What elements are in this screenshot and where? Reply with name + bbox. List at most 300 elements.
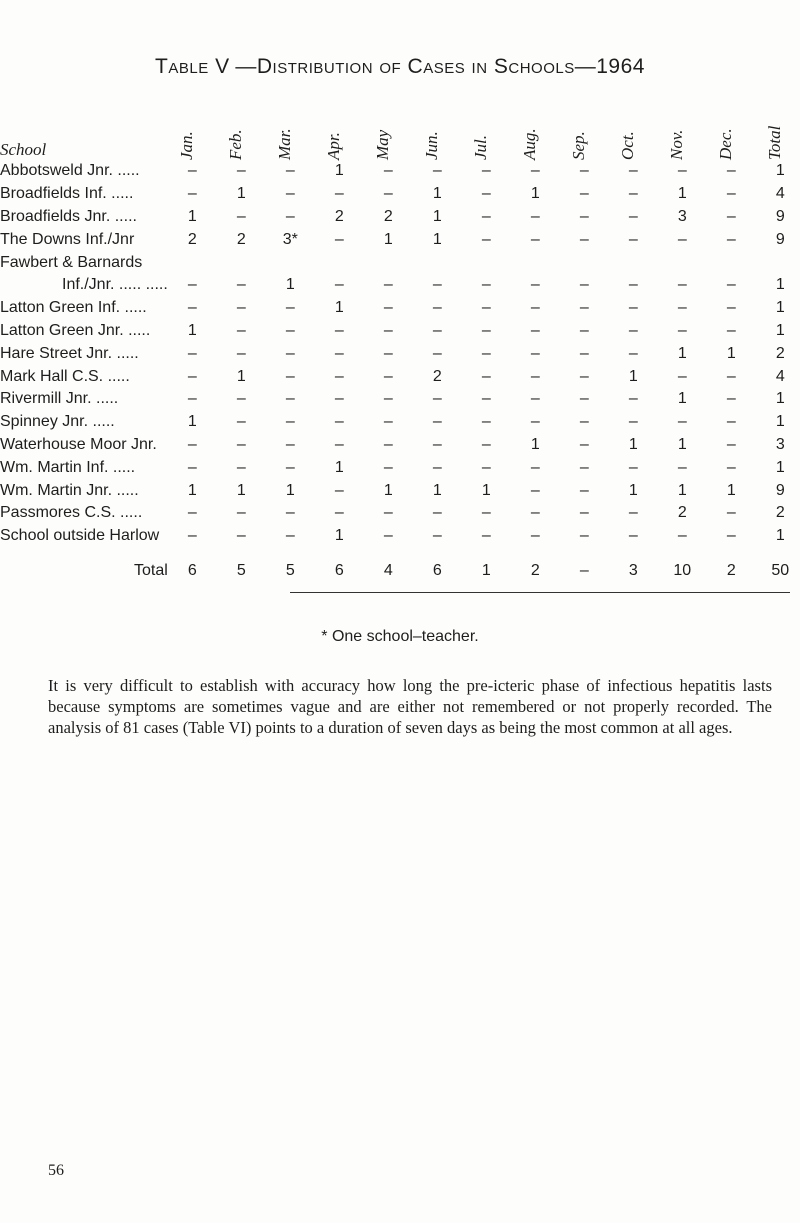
- total-label: Total: [134, 561, 168, 579]
- table-cell: –: [677, 527, 687, 545]
- table-cell: –: [285, 344, 295, 362]
- table-cell: –: [481, 321, 491, 339]
- school-name: Inf./Jnr. ..... .....: [62, 276, 168, 294]
- table-cell: [658, 251, 707, 274]
- month-column-header: [315, 90, 364, 160]
- table-cell: –: [530, 321, 540, 339]
- table-cell: –: [530, 481, 540, 499]
- table-row: [0, 183, 800, 206]
- table-cell: 2: [432, 367, 442, 385]
- table-cell: [413, 251, 462, 274]
- month-column-header: [168, 90, 217, 160]
- table-cell: –: [530, 276, 540, 294]
- table-cell: –: [187, 527, 197, 545]
- table-cell: 9: [775, 481, 785, 499]
- table-cell: 1: [775, 321, 785, 339]
- table-cell: –: [481, 162, 491, 180]
- table-cell: –: [236, 413, 246, 431]
- header-row: [0, 90, 800, 160]
- table-cell: 1: [187, 413, 197, 431]
- table-cell: –: [530, 367, 540, 385]
- total-cell: 6: [187, 561, 197, 579]
- table-cell: 1: [775, 527, 785, 545]
- table-cell: –: [579, 527, 589, 545]
- table-cell: –: [187, 504, 197, 522]
- table-cell: –: [236, 458, 246, 476]
- table-cell: –: [677, 367, 687, 385]
- school-name: Broadfields Jnr. .....: [0, 207, 137, 225]
- table-cell: 2: [187, 230, 197, 248]
- table-cell: –: [726, 435, 736, 453]
- table-cell: –: [530, 230, 540, 248]
- total-cell: 1: [481, 561, 491, 579]
- table-cell: –: [236, 435, 246, 453]
- table-cell: –: [285, 413, 295, 431]
- table-cell: 1: [726, 481, 736, 499]
- school-name: Latton Green Inf. .....: [0, 299, 147, 317]
- table-cell: –: [236, 527, 246, 545]
- table-cell: –: [726, 413, 736, 431]
- table-cell: –: [530, 458, 540, 476]
- school-name: Wm. Martin Jnr. .....: [0, 481, 139, 499]
- table-cell: –: [530, 413, 540, 431]
- table-cell: 1: [775, 390, 785, 408]
- table-cell: [364, 251, 413, 274]
- table-cell: 1: [285, 481, 295, 499]
- month-column-header: [217, 90, 266, 160]
- table-cell: –: [579, 299, 589, 317]
- table-cell: –: [579, 230, 589, 248]
- table-cell: –: [628, 162, 638, 180]
- month-header-label: Feb.: [225, 129, 245, 160]
- table-cell: –: [579, 413, 589, 431]
- table-cell: 1: [383, 481, 393, 499]
- school-name: Rivermill Jnr. .....: [0, 390, 119, 408]
- table-cell: –: [383, 367, 393, 385]
- table-cell: –: [481, 435, 491, 453]
- table-cell: 2: [383, 207, 393, 225]
- table-cell: –: [628, 321, 638, 339]
- total-rule: [290, 592, 790, 593]
- table-cell: –: [285, 435, 295, 453]
- table-cell: –: [236, 321, 246, 339]
- table-cell: 1: [775, 413, 785, 431]
- table-cell: –: [530, 344, 540, 362]
- table-cell: –: [677, 276, 687, 294]
- table-cell: –: [187, 276, 197, 294]
- table-cell: [462, 251, 511, 274]
- table-cell: –: [677, 162, 687, 180]
- table-cell: –: [726, 299, 736, 317]
- table-cell: –: [481, 367, 491, 385]
- table-row: [0, 160, 800, 183]
- table-title: [0, 55, 800, 79]
- table-cell: –: [285, 527, 295, 545]
- month-header-label: Total: [764, 125, 784, 160]
- table-cell: 1: [628, 367, 638, 385]
- school-column-header: School: [0, 140, 47, 159]
- table-cell: 3: [775, 435, 785, 453]
- month-header-label: Aug.: [519, 128, 539, 160]
- table-cell: –: [236, 299, 246, 317]
- table-cell: –: [628, 207, 638, 225]
- table-cell: 1: [432, 207, 442, 225]
- table-cell: –: [677, 413, 687, 431]
- table-cell: –: [334, 230, 344, 248]
- table-cell: 4: [775, 367, 785, 385]
- month-column-header: [707, 90, 756, 160]
- table-cell: –: [481, 299, 491, 317]
- table-cell: –: [726, 527, 736, 545]
- school-name: Latton Green Jnr. .....: [0, 321, 151, 339]
- table-cell: 1: [530, 435, 540, 453]
- table-cell: 1: [677, 435, 687, 453]
- table-cell: –: [481, 504, 491, 522]
- table-row: [0, 342, 800, 365]
- table-cell: –: [579, 162, 589, 180]
- table-cell: –: [236, 162, 246, 180]
- table-cell: –: [285, 390, 295, 408]
- total-cell: 10: [673, 561, 692, 579]
- school-name: The Downs Inf./Jnr: [0, 230, 135, 248]
- school-name: School outside Harlow: [0, 527, 160, 545]
- table-cell: –: [726, 321, 736, 339]
- table-cell: –: [432, 276, 442, 294]
- table-cell: –: [334, 390, 344, 408]
- total-cell: 3: [628, 561, 638, 579]
- table-cell: –: [236, 276, 246, 294]
- table-cell: –: [432, 504, 442, 522]
- school-name: Waterhouse Moor Jnr.: [0, 435, 157, 453]
- table-cell: 1: [432, 481, 442, 499]
- table-cell: –: [187, 185, 197, 203]
- table-cell: –: [383, 185, 393, 203]
- table-cell: –: [383, 527, 393, 545]
- table-cell: –: [187, 344, 197, 362]
- table-cell: –: [236, 504, 246, 522]
- table-cell: –: [579, 185, 589, 203]
- total-row: [0, 548, 800, 584]
- table-cell: [511, 251, 560, 274]
- month-column-header: [560, 90, 609, 160]
- table-cell: –: [383, 299, 393, 317]
- table-cell: –: [187, 458, 197, 476]
- table-cell: –: [628, 276, 638, 294]
- table-cell: –: [628, 299, 638, 317]
- table-cell: –: [187, 299, 197, 317]
- table-cell: –: [334, 185, 344, 203]
- table-row: [0, 228, 800, 251]
- table-cell: –: [726, 458, 736, 476]
- distribution-table: [0, 90, 800, 584]
- table-cell: –: [187, 435, 197, 453]
- table-cell: 1: [775, 276, 785, 294]
- table-cell: –: [285, 367, 295, 385]
- table-cell: –: [432, 390, 442, 408]
- table-cell: –: [383, 344, 393, 362]
- table-cell: 1: [432, 230, 442, 248]
- table-cell: –: [334, 413, 344, 431]
- table-cell: –: [432, 435, 442, 453]
- total-cell: 5: [236, 561, 246, 579]
- month-header-label: Jan.: [176, 131, 196, 160]
- table-cell: –: [628, 390, 638, 408]
- table-cell: 1: [432, 185, 442, 203]
- table-cell: –: [236, 390, 246, 408]
- table-cell: –: [628, 413, 638, 431]
- table-cell: –: [481, 185, 491, 203]
- table-cell: –: [628, 185, 638, 203]
- table-cell: 1: [187, 481, 197, 499]
- table-cell: –: [481, 390, 491, 408]
- table-row: [0, 502, 800, 525]
- table-cell: 1: [677, 390, 687, 408]
- table-cell: 4: [775, 185, 785, 203]
- table-cell: –: [677, 230, 687, 248]
- school-name: Passmores C.S. .....: [0, 504, 143, 522]
- table-cell: 2: [236, 230, 246, 248]
- table-title-text: —Distribution of Cases in Schools—1964: [235, 55, 645, 78]
- month-header-label: Apr.: [323, 132, 343, 160]
- table-cell: [560, 251, 609, 274]
- table-cell: 1: [285, 276, 295, 294]
- table-cell: –: [432, 344, 442, 362]
- table-cell: –: [579, 276, 589, 294]
- table-cell: –: [677, 321, 687, 339]
- table-row: [0, 206, 800, 229]
- table-cell: –: [236, 344, 246, 362]
- table-cell: –: [726, 185, 736, 203]
- table-row: [0, 365, 800, 388]
- table-cell: –: [432, 162, 442, 180]
- table-cell: 1: [628, 435, 638, 453]
- table-cell: 2: [775, 504, 785, 522]
- table-cell: 9: [775, 207, 785, 225]
- table-cell: –: [383, 435, 393, 453]
- table-cell: 1: [677, 344, 687, 362]
- table-cell: 1: [481, 481, 491, 499]
- table-cell: 1: [677, 481, 687, 499]
- table-cell: –: [579, 481, 589, 499]
- table-cell: –: [579, 207, 589, 225]
- month-header-label: Jun.: [421, 131, 441, 160]
- table-cell: 1: [334, 527, 344, 545]
- table-cell: 1: [187, 321, 197, 339]
- table-cell: 1: [236, 481, 246, 499]
- table-cell: –: [530, 390, 540, 408]
- table-row: [0, 525, 800, 548]
- table-cell: –: [481, 207, 491, 225]
- table-cell: 2: [677, 504, 687, 522]
- table-cell: 1: [383, 230, 393, 248]
- table-cell: –: [432, 413, 442, 431]
- table-cell: –: [677, 458, 687, 476]
- table-cell: –: [726, 504, 736, 522]
- table-cell: –: [481, 230, 491, 248]
- table-cell: 1: [677, 185, 687, 203]
- school-name: Fawbert & Barnards: [0, 253, 143, 271]
- table-row: [0, 320, 800, 343]
- table-cell: –: [628, 504, 638, 522]
- table-row: [0, 456, 800, 479]
- page-number: 56: [48, 1162, 64, 1179]
- school-name: Mark Hall C.S. .....: [0, 367, 130, 385]
- table-cell: –: [285, 207, 295, 225]
- table-cell: –: [236, 207, 246, 225]
- table-cell: –: [187, 390, 197, 408]
- total-cell: 2: [530, 561, 540, 579]
- school-name: Abbotsweld Jnr. .....: [0, 162, 140, 180]
- table-cell: –: [334, 504, 344, 522]
- month-header-label: Jul.: [470, 134, 490, 160]
- table-cell: 3: [677, 207, 687, 225]
- table-title-prefix: Table V: [155, 55, 230, 78]
- table-row: [0, 434, 800, 457]
- table-cell: –: [432, 299, 442, 317]
- table-cell: –: [530, 162, 540, 180]
- table-cell: –: [579, 321, 589, 339]
- table-cell: [217, 251, 266, 274]
- table-row: [0, 251, 800, 274]
- table-cell: –: [481, 344, 491, 362]
- table-cell: –: [530, 527, 540, 545]
- table-cell: 1: [775, 299, 785, 317]
- table-cell: –: [677, 299, 687, 317]
- table-cell: –: [579, 504, 589, 522]
- table-row: [0, 274, 800, 297]
- table-cell: –: [285, 321, 295, 339]
- month-column-header: [756, 90, 800, 160]
- table-cell: 1: [334, 458, 344, 476]
- table-cell: –: [628, 344, 638, 362]
- total-cell: 5: [285, 561, 295, 579]
- month-header-label: Mar.: [274, 128, 294, 160]
- table-cell: –: [628, 230, 638, 248]
- school-name: Hare Street Jnr. .....: [0, 344, 139, 362]
- table-cell: –: [579, 435, 589, 453]
- table-cell: 1: [775, 458, 785, 476]
- month-column-header: [364, 90, 413, 160]
- table-cell: [707, 251, 756, 274]
- table-cell: –: [481, 413, 491, 431]
- table-body: [0, 160, 800, 584]
- table-cell: 2: [775, 344, 785, 362]
- table-cell: –: [530, 299, 540, 317]
- month-column-header: [511, 90, 560, 160]
- table-cell: –: [726, 162, 736, 180]
- month-header-label: Nov.: [666, 129, 686, 160]
- table-cell: [168, 251, 217, 274]
- table-row: [0, 479, 800, 502]
- table-cell: –: [726, 367, 736, 385]
- month-header-label: Sep.: [568, 131, 588, 160]
- total-cell: 4: [383, 561, 393, 579]
- table-cell: 9: [775, 230, 785, 248]
- total-cell: 6: [334, 561, 344, 579]
- table-cell: –: [334, 367, 344, 385]
- table-cell: –: [726, 230, 736, 248]
- table-cell: –: [334, 481, 344, 499]
- table-cell: –: [334, 344, 344, 362]
- month-header-label: Dec.: [715, 128, 735, 160]
- table-cell: 1: [334, 299, 344, 317]
- table-cell: –: [432, 458, 442, 476]
- table-row: [0, 388, 800, 411]
- table-cell: [266, 251, 315, 274]
- table-cell: –: [579, 458, 589, 476]
- table-cell: [756, 251, 800, 274]
- table-cell: 1: [775, 162, 785, 180]
- footnote: * One school–teacher.: [321, 628, 479, 645]
- table-cell: –: [579, 344, 589, 362]
- table-cell: –: [530, 207, 540, 225]
- table-cell: 1: [236, 367, 246, 385]
- table-cell: –: [334, 435, 344, 453]
- table-cell: –: [726, 276, 736, 294]
- table-cell: 1: [726, 344, 736, 362]
- table-row: [0, 411, 800, 434]
- table-cell: 1: [530, 185, 540, 203]
- table-cell: –: [579, 367, 589, 385]
- total-cell: 2: [726, 561, 736, 579]
- table-cell: –: [285, 504, 295, 522]
- school-name: Broadfields Inf. .....: [0, 185, 134, 203]
- month-header-label: May: [372, 129, 392, 160]
- table-cell: [315, 251, 364, 274]
- table-cell: –: [481, 458, 491, 476]
- table-cell: –: [481, 276, 491, 294]
- table-cell: –: [383, 458, 393, 476]
- table-cell: –: [726, 390, 736, 408]
- table-cell: –: [285, 299, 295, 317]
- table-cell: –: [285, 185, 295, 203]
- table-cell: –: [334, 276, 344, 294]
- total-cell: 50: [771, 561, 790, 579]
- table-cell: –: [628, 458, 638, 476]
- total-cell: 6: [432, 561, 442, 579]
- table-cell: –: [628, 527, 638, 545]
- table-cell: –: [383, 321, 393, 339]
- month-column-header: [658, 90, 707, 160]
- table-cell: –: [383, 162, 393, 180]
- table-cell: –: [285, 458, 295, 476]
- month-column-header: [413, 90, 462, 160]
- table-cell: –: [187, 367, 197, 385]
- table-cell: –: [383, 413, 393, 431]
- table-cell: –: [334, 321, 344, 339]
- body-paragraph: It is very difficult to establish with accuracy how long the pre-icteric phase of infectious hepatitis lasts because symptoms are sometimes vague and are either not remembered or not properly recorded. The analysis of 81 cases (Table VI) points to a duration of seven days as being the most common at all ages.: [48, 676, 772, 737]
- school-name: Spinney Jnr. .....: [0, 413, 115, 431]
- table-cell: –: [383, 504, 393, 522]
- table-cell: –: [432, 527, 442, 545]
- table-cell: 2: [334, 207, 344, 225]
- table-row: [0, 297, 800, 320]
- total-cell: –: [579, 561, 589, 579]
- table-cell: 3*: [282, 230, 298, 248]
- table-cell: 1: [334, 162, 344, 180]
- table-cell: 1: [187, 207, 197, 225]
- table-cell: –: [187, 162, 197, 180]
- month-column-header: [462, 90, 511, 160]
- table-cell: –: [285, 162, 295, 180]
- school-name: Wm. Martin Inf. .....: [0, 458, 136, 476]
- table-cell: –: [432, 321, 442, 339]
- table-cell: 1: [628, 481, 638, 499]
- table-cell: –: [726, 207, 736, 225]
- table-cell: –: [383, 390, 393, 408]
- table-cell: –: [481, 527, 491, 545]
- month-header-label: Oct.: [617, 131, 637, 160]
